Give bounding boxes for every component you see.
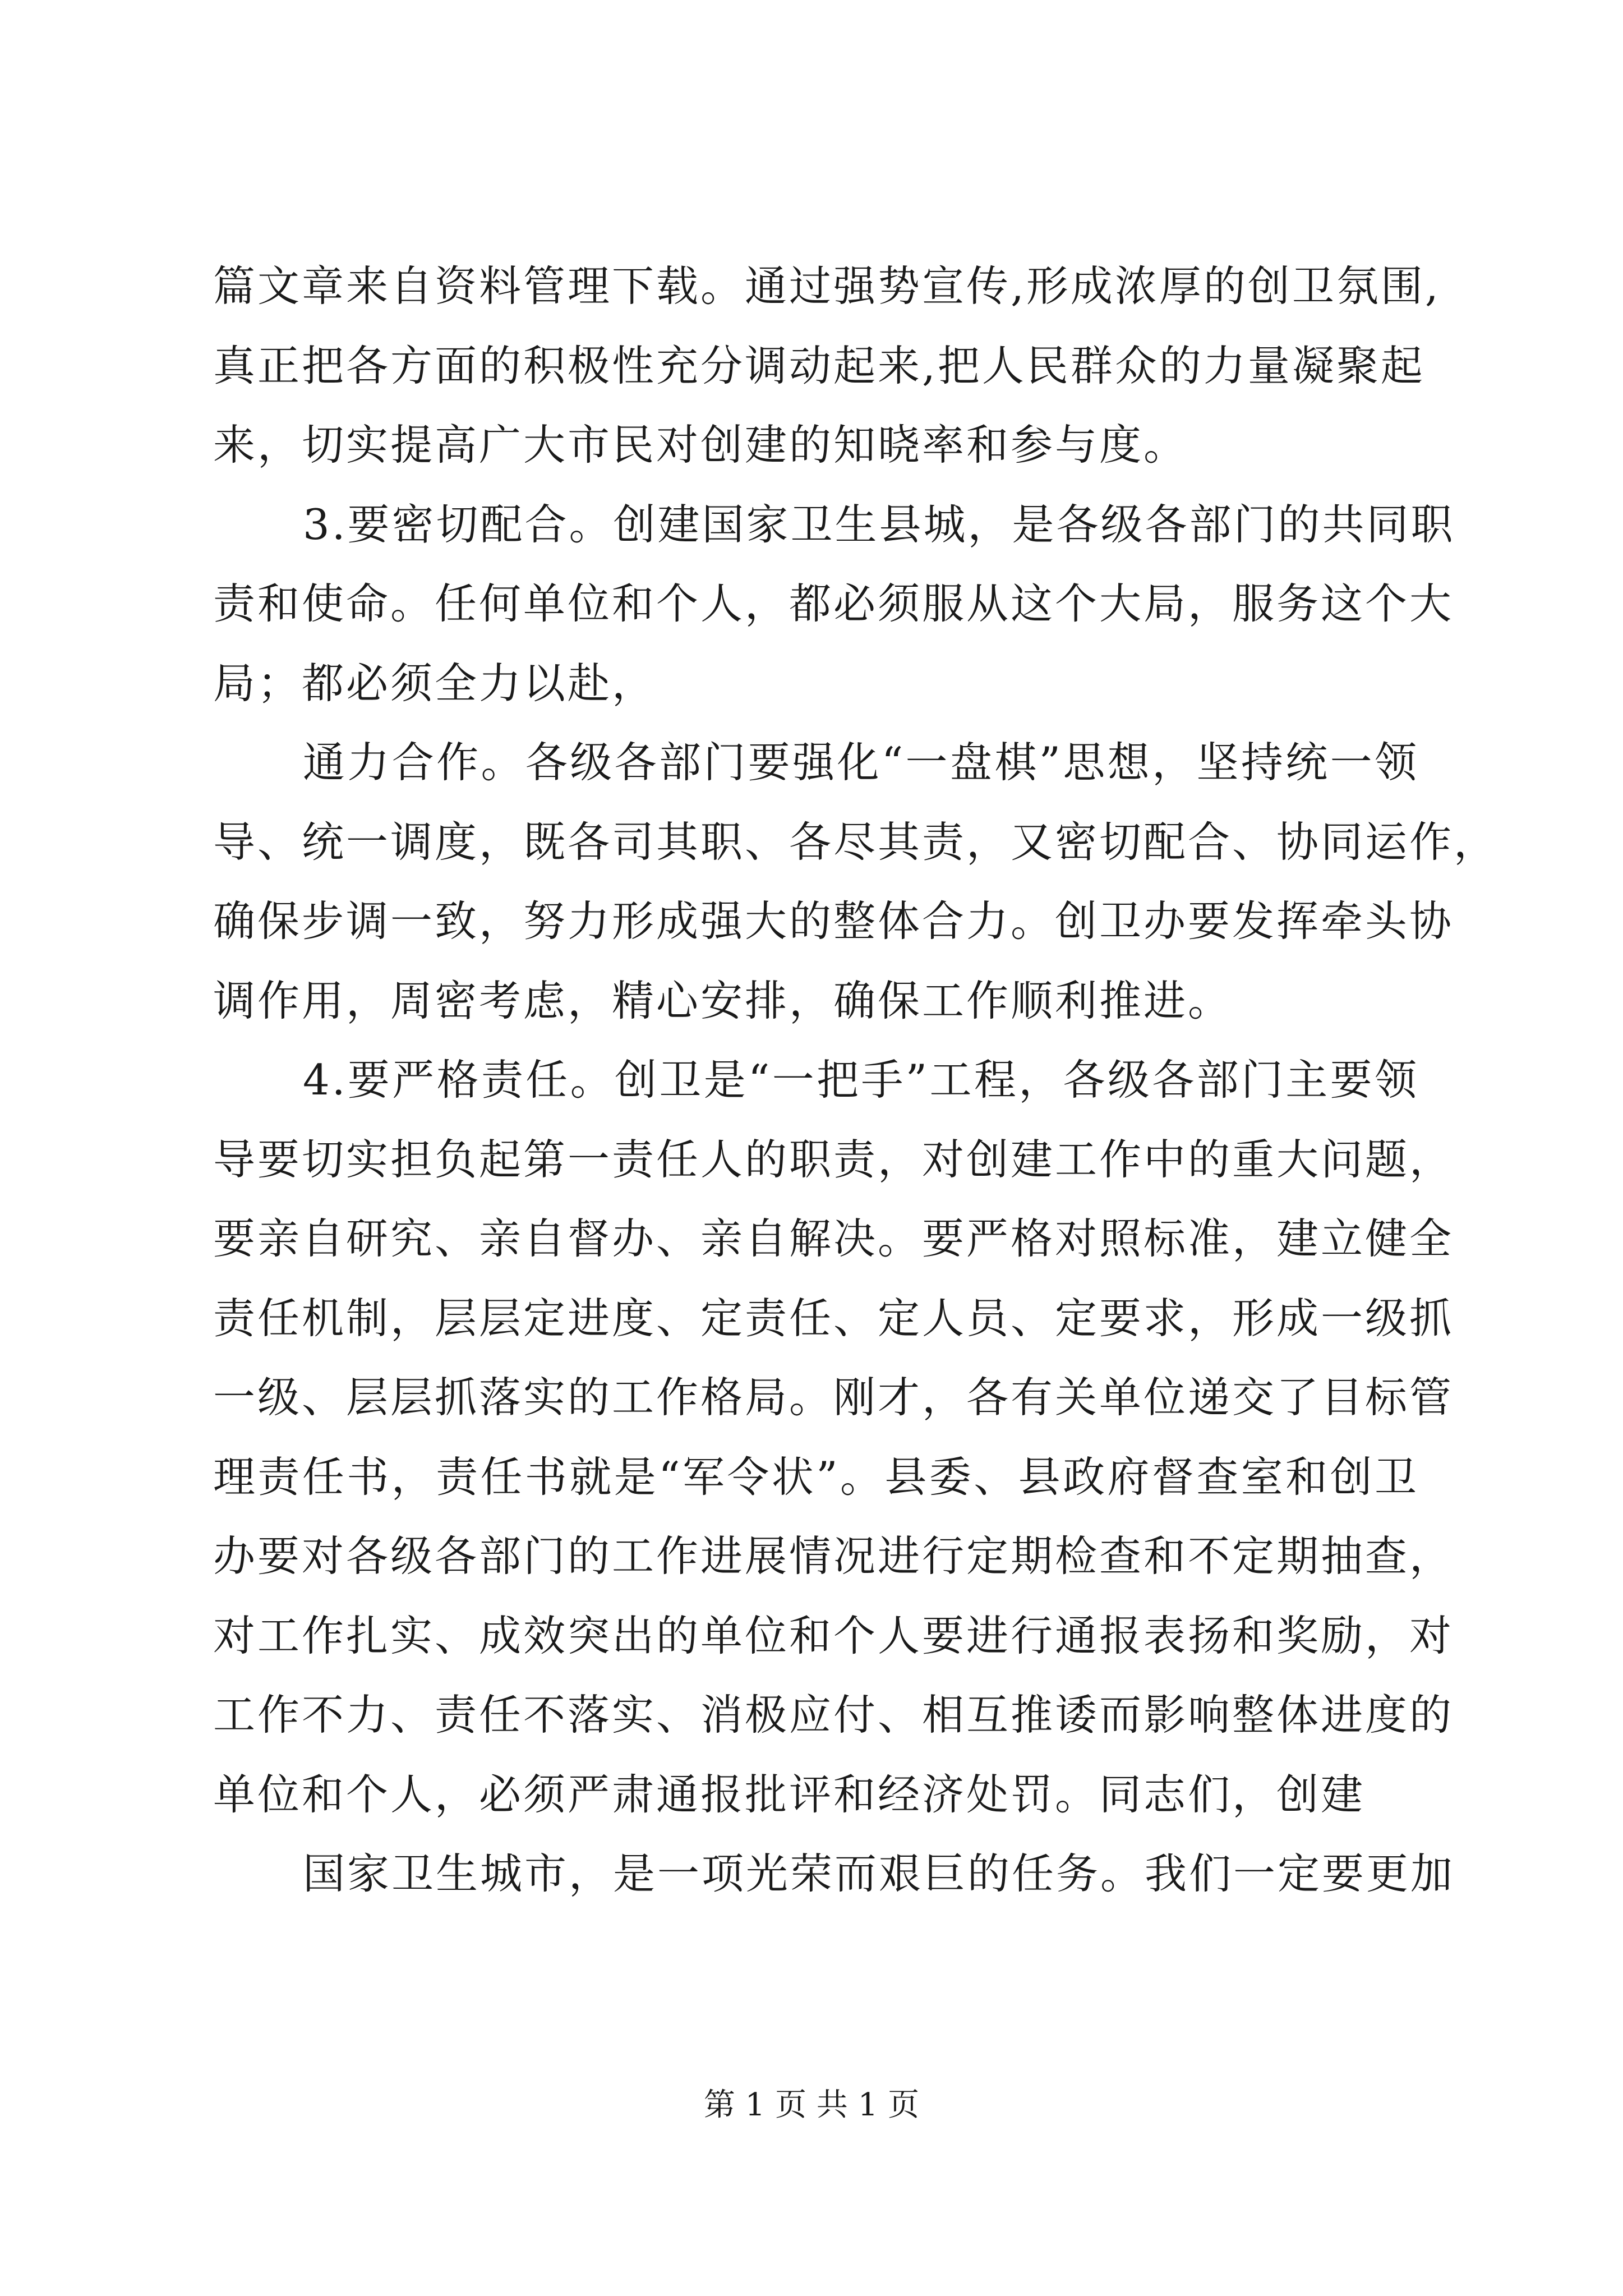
text-line: 责和使命。任何单位和个人，都必须服从这个大局，服务这个大 [213,579,1454,628]
text-line: 办要对各级各部门的工作进展情况进行定期检查和不定期抽查， [213,1531,1454,1581]
text-line: 导要切实担负起第一责任人的职责，对创建工作中的重大问题， [213,1134,1454,1184]
text-line: 要亲自研究、亲自督办、亲自解决。要严格对照标准，建立健全 [213,1214,1454,1263]
text-line: 通力合作。各级各部门要强化“一盘棋”思想，坚持统一领 [303,738,1419,787]
page-footer: 第 1 页 共 1 页 [703,2087,920,2123]
text-line: 确保步调一致，努力形成强大的整体合力。创卫办要发挥牵头协 [213,896,1454,946]
text-line: 国家卫生城市，是一项光荣而艰巨的任务。我们一定要更加 [303,1849,1455,1898]
text-line: 工作不力、责任不落实、消极应付、相互推诿而影响整体进度的 [213,1690,1454,1740]
text-line: 真正把各方面的积极性充分调动起来,把人民群众的力量凝聚起 [213,341,1425,390]
text-line: 对工作扎实、成效突出的单位和个人要进行通报表扬和奖励，对 [213,1611,1454,1660]
text-line: 理责任书，责任书就是“军令状”。县委、县政府督查室和创卫 [213,1452,1419,1502]
text-line: 单位和个人，必须严肃通报批评和经济处罚。同志们，创建 [213,1769,1366,1819]
text-line: 导、统一调度，既各司其职、各尽其责，又密切配合、协同运作， [213,817,1498,867]
text-line: 调作用，周密考虑，精心安排，确保工作顺利推进。 [213,976,1233,1025]
document-body [213,247,1498,1914]
text-line: 3.要密切配合。创建国家卫生县城，是各级各部门的共同职 [303,499,1455,549]
text-line: 一级、层层抓落实的工作格局。刚才，各有关单位递交了目标管 [213,1373,1454,1422]
text-line: 责任机制，层层定进度、定责任、定人员、定要求，形成一级抓 [213,1293,1454,1343]
text-line: 局；都必须全力以赴， [213,658,657,708]
text-line: 篇文章来自资料管理下载。通过强势宣传,形成浓厚的创卫氛围, [213,261,1441,311]
text-line: 4.要严格责任。创卫是“一把手”工程，各级各部门主要领 [303,1055,1419,1105]
text-line: 来，切实提高广大市民对创建的知晓率和参与度。 [213,420,1188,470]
